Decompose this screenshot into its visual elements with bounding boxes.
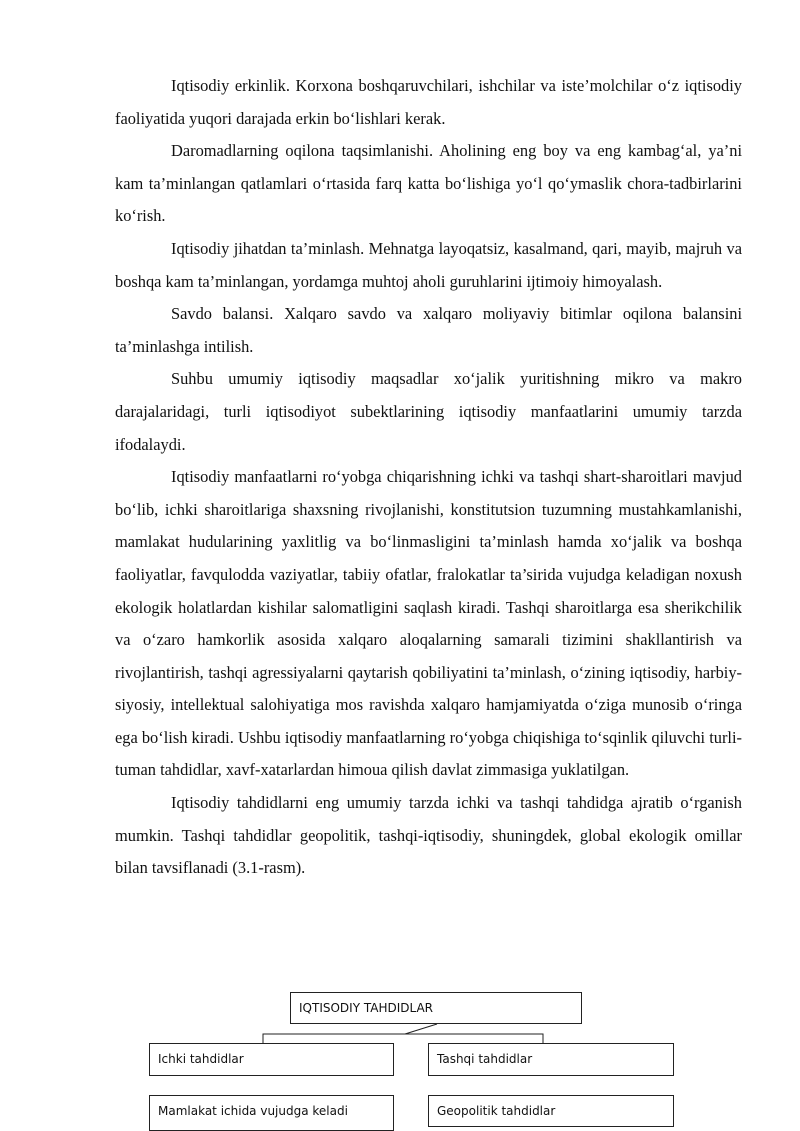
diagram-right-header-label: Tashqi tahdidlar xyxy=(437,1052,533,1066)
diagram-right-header-box xyxy=(428,1043,674,1076)
paragraph-income-distribution: Daromadlarning oqilona taqsimlanishi. Aholining eng boy va eng kambag‘al, ya’ni kam ta’minlangan qatlamlari o‘rtasida farq katta bo‘lishiga yo‘l qo‘ymaslik chora-tadbirlarini ko‘rish. xyxy=(115,141,742,226)
diagram-left-item-box xyxy=(149,1095,394,1131)
paragraph-interests-conditions: Iqtisodiy manfaatlarni ro‘yobga chiqarishning ichki va tashqi shart-sharoitlari mavjud bo‘lib, ichki sharoitlariga shaxsning rivojlanishi, konstitutsion tuzumning mustahkamlanishi, mamlakat hudularining yaxlitlig va bo‘linmasligini ta’minlash hamda xo‘jalik va boshqa faoliyatlar, favqulodda vaziyatlar, tabiiy ofatlar, fralokatlar ta’sirida vujudga keladigan noxush ekologik holatlardan kishilar salomatligini saqlash kiradi. Tashqi sharoitlarga esa sherikchilik va o‘zaro hamkorlik asosida xalqaro aloqalarning samarali tizimini shakllantirish va rivojlantirish, tashqi agressiyalarni qaytarish qobiliyatini ta’minlash, o‘zining iqtisodiy, harbiy-siyosiy, intellektual salohiyatiga mos ravishda xalqaro hamjamiyatda o‘ziga munosib o‘ringa ega bo‘lish kiradi. Ushbu iqtisodiy manfaatlarning ro‘yobga chiqishiga to‘sqinlik qiluvchi turli-tuman tahdidlar, xavf-xatarlardan himoua qilish davlat zimmasiga yuklatilgan. xyxy=(115,467,742,780)
diagram-right-item-box xyxy=(428,1095,674,1127)
paragraph-general-goals: Suhbu umumiy iqtisodiy maqsadlar xo‘jalik yuritishning mikro va makro darajalaridagi, turli iqtisodiyot subektlarining iqtisodiy manfaatlarini umumiy tarzda ifodalaydi. xyxy=(115,369,742,454)
diagram-left-item-label: Mamlakat ichida vujudga keladi xyxy=(158,1104,348,1118)
diagram-root-box xyxy=(290,992,582,1024)
diagram-left-header-box xyxy=(149,1043,394,1076)
paragraph-economic-provision: Iqtisodiy jihatdan ta’minlash. Mehnatga layoqatsiz, kasalmand, qari, mayib, majruh va boshqa kam ta’minlangan, yordamga muhtoj aholi guruhlarini ijtimoiy himoyalash. xyxy=(115,238,742,291)
diagram-right-item-label: Geopolitik tahdidlar xyxy=(437,1104,556,1118)
diagram-root-label: IQTISODIY TAHDIDLAR xyxy=(299,1001,433,1015)
paragraph-trade-balance: Savdo balansi. Xalqaro savdo va xalqaro moliyaviy bitimlar oqilona balansini ta’minlashga intilish. xyxy=(115,304,742,356)
paragraph-threat-classification: Iqtisodiy tahdidlarni eng umumiy tarzda ichki va tashqi tahdidga ajratib o‘rganish mumkin. Tashqi tahdidlar geopolitik, tashqi-iqtisodiy, shuningdek, global ekologik omillar bilan tavsiflanadi (3.1-rasm). xyxy=(115,793,742,878)
diagram-left-header-label: Ichki tahdidlar xyxy=(158,1052,244,1066)
paragraph-economic-freedom: Iqtisodiy erkinlik. Korxona boshqaruvchilari, ishchilar va iste’molchilar o‘z iqtisodiy faoliyatida yuqori darajada erkin bo‘lishlari kerak. xyxy=(115,76,742,128)
connector-root xyxy=(405,1024,437,1034)
